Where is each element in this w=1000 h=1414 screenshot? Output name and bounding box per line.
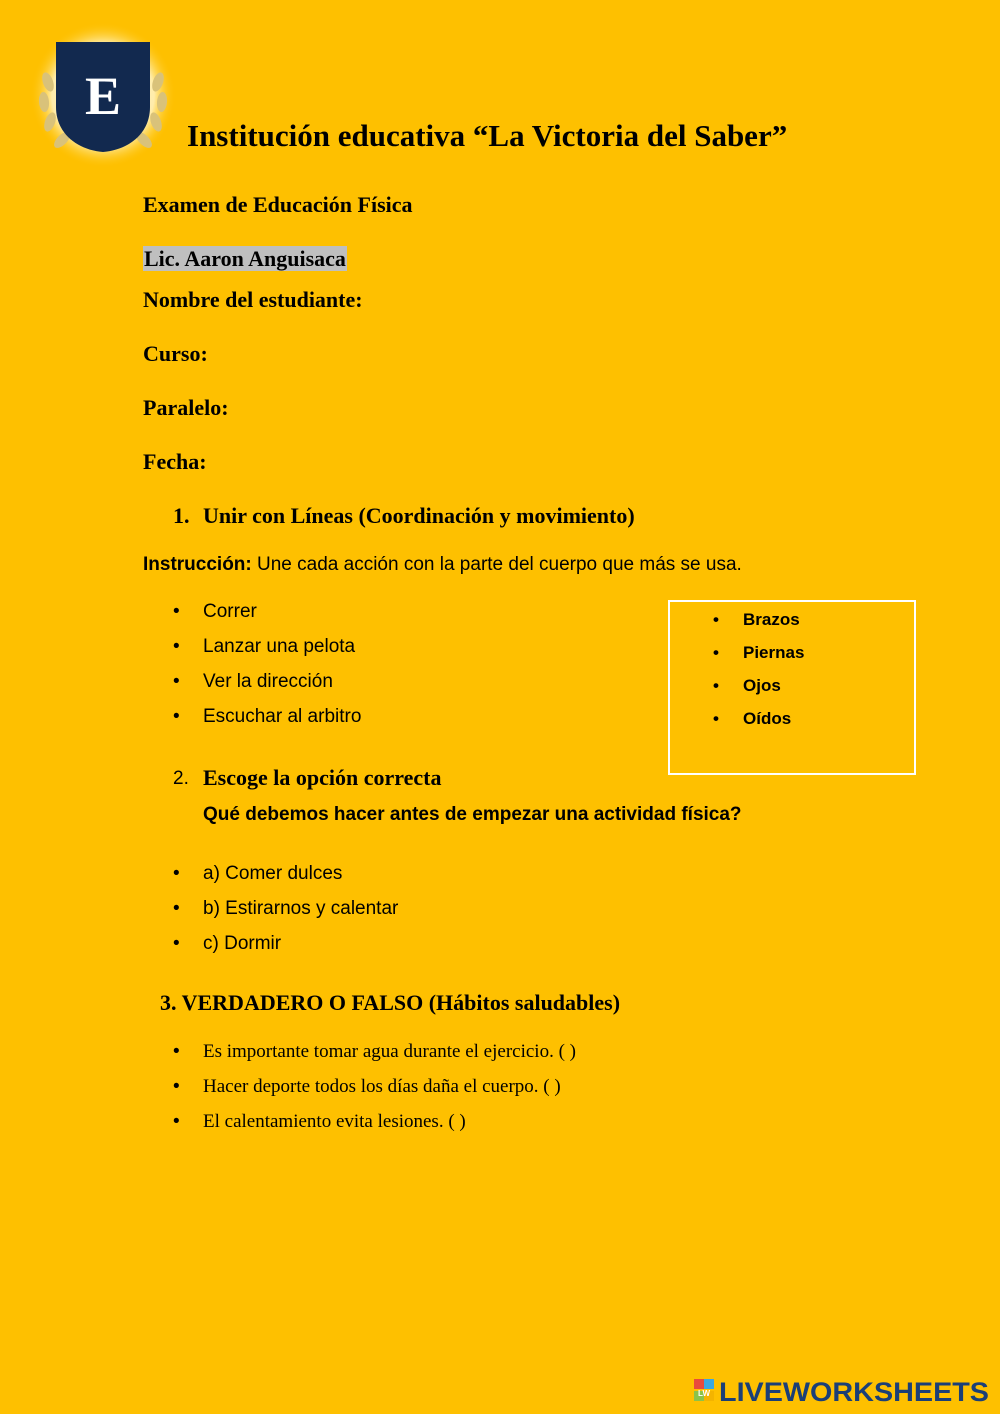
course-label: Curso:	[143, 341, 208, 366]
statement-item[interactable]: • El calentamiento evita lesiones. ( )	[143, 1111, 576, 1146]
badge-letters: LW	[698, 1389, 710, 1398]
list-item[interactable]: • Escuchar al arbitro	[143, 705, 361, 740]
date-label: Fecha:	[143, 449, 207, 474]
actions-list	[143, 600, 361, 740]
list-item[interactable]: • Brazos	[683, 609, 804, 642]
instruction	[143, 554, 742, 576]
student-name-label: Nombre del estudiante:	[143, 287, 363, 312]
watermark-text: LIVEWORKSHEETS	[719, 1377, 989, 1406]
body-parts-list	[683, 609, 804, 741]
liveworksheets-icon	[694, 1379, 714, 1401]
list-item[interactable]: • Oídos	[683, 708, 804, 741]
list-item[interactable]: • Correr	[143, 600, 361, 635]
instruction-text: Une cada acción con la parte del cuerpo que más se usa.	[251, 554, 742, 575]
institution-title: Institución educativa “La Victoria del Saber”	[187, 118, 788, 153]
list-item[interactable]: • Ver la dirección	[143, 670, 361, 705]
options-list	[143, 862, 398, 967]
option-item[interactable]: • b) Estirarnos y calentar	[143, 897, 398, 932]
statement-item[interactable]: • Es importante tomar agua durante el ejercicio. ( )	[143, 1041, 576, 1076]
section2-title: Escoge la opción correcta	[203, 765, 442, 790]
option-item[interactable]: • c) Dormir	[143, 932, 398, 967]
statement-item[interactable]: • Hacer deporte todos los días daña el cuerpo. ( )	[143, 1076, 576, 1111]
list-item[interactable]: • Lanzar una pelota	[143, 635, 361, 670]
true-false-list	[143, 1041, 576, 1146]
teacher-name-text: Lic. Aaron Anguisaca	[144, 246, 346, 271]
section1-number: 1.	[173, 503, 190, 528]
section3-title: 3. VERDADERO O FALSO (Hábitos saludables)	[160, 990, 621, 1015]
teacher-name	[143, 246, 347, 272]
logo-letter: E	[84, 66, 122, 126]
list-item[interactable]: • Ojos	[683, 675, 804, 708]
list-item[interactable]: • Piernas	[683, 642, 804, 675]
section1-title: Unir con Líneas (Coordinación y movimiento)	[203, 503, 635, 528]
school-logo	[30, 22, 176, 168]
section2-number: 2.	[173, 768, 189, 789]
section2-question: Qué debemos hacer antes de empezar una actividad física?	[203, 804, 742, 825]
section-label: Paralelo:	[143, 395, 229, 420]
exam-title: Examen de Educación Física	[143, 192, 413, 217]
option-item[interactable]: • a) Comer dulces	[143, 862, 398, 897]
liveworksheets-watermark	[694, 1376, 990, 1406]
instruction-label: Instrucción:	[143, 554, 252, 575]
